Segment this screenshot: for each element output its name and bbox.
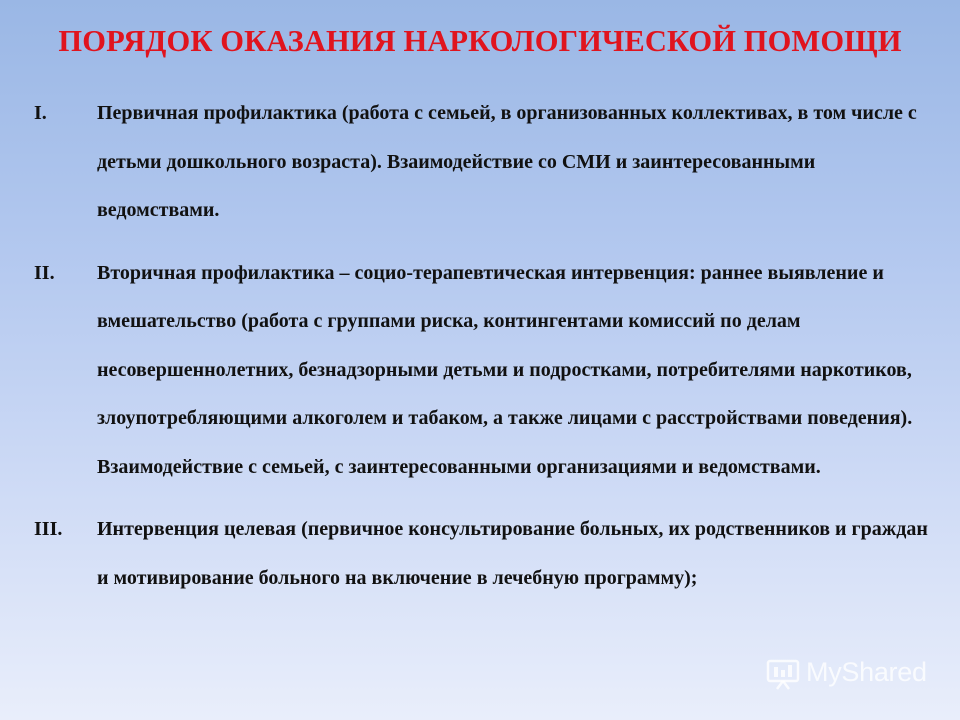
- watermark-text: MyShared: [806, 657, 927, 687]
- list-item-text: Вторичная профилактика – социо-терапевтическая интервенция: раннее выявление и вмешательство (работа с группами риска, контингентами комиссий по делам несовершеннолетних, безнадзорными детьми и подростками, потребителями наркотиков, злоупотребляющими алкоголем и табаком, а также лицами с расстройствами поведения). Взаимодействие с семьей, с заинтересованными организациями и ведомствами.: [97, 261, 913, 478]
- list-item-number: II.: [34, 261, 55, 284]
- list-item-number: III.: [34, 518, 63, 540]
- watermark: [766, 656, 926, 692]
- list-item: [34, 89, 934, 235]
- slide-title: ПОРЯДОК ОКАЗАНИЯ НАРКОЛОГИЧЕСКОЙ ПОМОЩИ: [58, 24, 902, 58]
- list-item-text: Интервенция целевая (первичное консультирование больных, их родственников и граждан и мотивирование больного на включение в лечебную программу);: [97, 518, 928, 589]
- list-item-number: I.: [34, 102, 47, 124]
- numbered-list: [34, 89, 934, 616]
- list-item: [34, 505, 934, 602]
- list-item: [34, 249, 934, 492]
- list-item-text: Первичная профилактика (работа с семьей, в организованных коллективах, в том числе с детьми дошкольного возраста). Взаимодействие со СМИ и заинтересованными ведомствами.: [97, 102, 917, 221]
- presentation-board-icon: [766, 658, 800, 690]
